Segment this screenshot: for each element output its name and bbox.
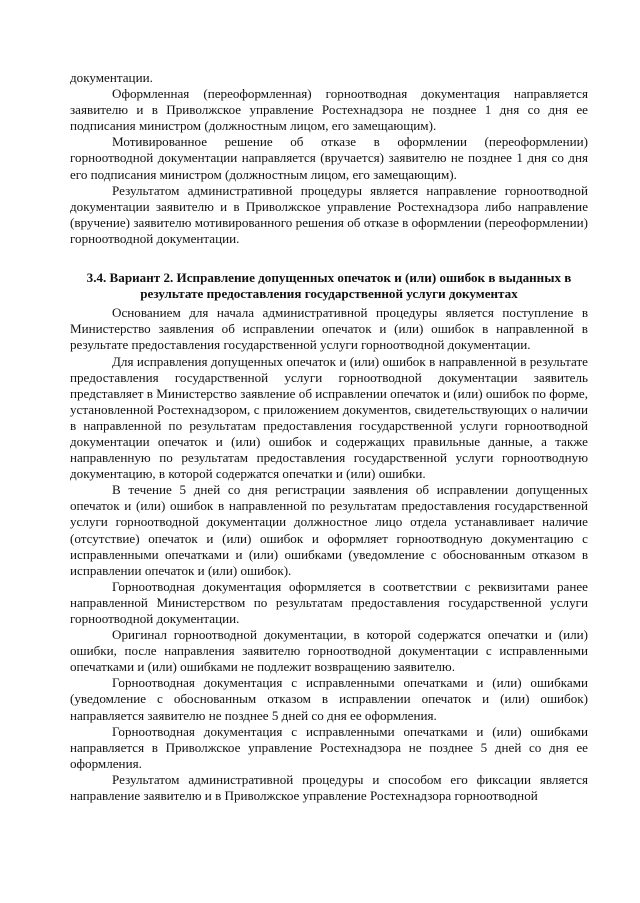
paragraph: Оформленная (переоформленная) горноотводная документация направляется заявителю и в Приволжское управление Ростехнадзора не позднее 1 дня со дня ее подписания министром (должностным лицом, его замещающим).: [70, 86, 588, 134]
paragraph: Результатом административной процедуры и способом его фиксации является направление заявителю и в Приволжское управление Ростехнадзора горноотводной: [70, 771, 588, 804]
paragraph: Результатом административной процедуры является направление горноотводной документации заявителю и в Приволжское управление Ростехнадзора либо направление (вручение) заявителю мотивированного решения об отказе в оформлении (переоформлении) горноотводной документации.: [70, 182, 588, 246]
section-heading: 3.4. Вариант 2. Исправление допущенных опечаток и (или) ошибок в выданных в результате предоставления государственной услуги документах: [86, 270, 572, 302]
paragraph: Мотивированное решение об отказе в оформлении (переоформлении) горноотводной документации направляется (вручается) заявителю не позднее 1 дня со дня его подписания министром (должностным лицом, его замещающим).: [70, 134, 588, 182]
paragraph: В течение 5 дней со дня регистрации заявления об исправлении допущенных опечаток и (или) ошибок в направленной по результатам предоставления государственной услуги горноотводной документации должностное лицо отдела устанавливает наличие (отсутствие) опечаток и (или) ошибок и оформляет горноотводную документацию с исправленными опечатками и (или) ошибками (уведомление с обоснованным отказом в исправлении опечаток и (или) ошибок).: [70, 482, 588, 578]
paragraph: Для исправления допущенных опечаток и (или) ошибок в направленной в результате предоставления государственной услуги горноотводной документации заявитель представляет в Министерство заявление об исправлении опечаток и (или) ошибок по форме, установленной Ростехнадзором, с приложением документов, свидетельствующих о наличии в направленной по результатам предоставления государственной услуги горноотводной документации опечаток и (или) ошибок и содержащих правильные данные, а также направленную по результатам предоставления государственной услуги горноотводную документацию, в которой содержатся опечатки и (или) ошибки.: [70, 353, 588, 482]
paragraph-continuation: документации.: [70, 70, 153, 85]
paragraph: Горноотводная документация оформляется в соответствии с реквизитами ранее направленной Министерством по результатам предоставления государственной услуги горноотводной документации.: [70, 578, 588, 626]
paragraph: Основанием для начала административной процедуры является поступление в Министерство заявления об исправлении опечаток и (или) ошибок в направленной в результате предоставления государственной услуги горноотводной документации.: [70, 305, 588, 353]
paragraph: Оригинал горноотводной документации, в которой содержатся опечатки и (или) ошибки, после направления заявителю горноотводной документации с исправленными опечатками и (или) ошибками не подлежит возвращению заявителю.: [70, 627, 588, 675]
paragraph: Горноотводная документация с исправленными опечатками и (или) ошибками направляется в Приволжское управление Ростехнадзора не позднее 5 дней со дня ее оформления.: [70, 723, 588, 771]
paragraph: Горноотводная документация с исправленными опечатками и (или) ошибками (уведомление с обоснованным отказом в исправлении опечаток и (или) ошибок) направляется заявителю не позднее 5 дней со дня ее оформления.: [70, 675, 588, 723]
